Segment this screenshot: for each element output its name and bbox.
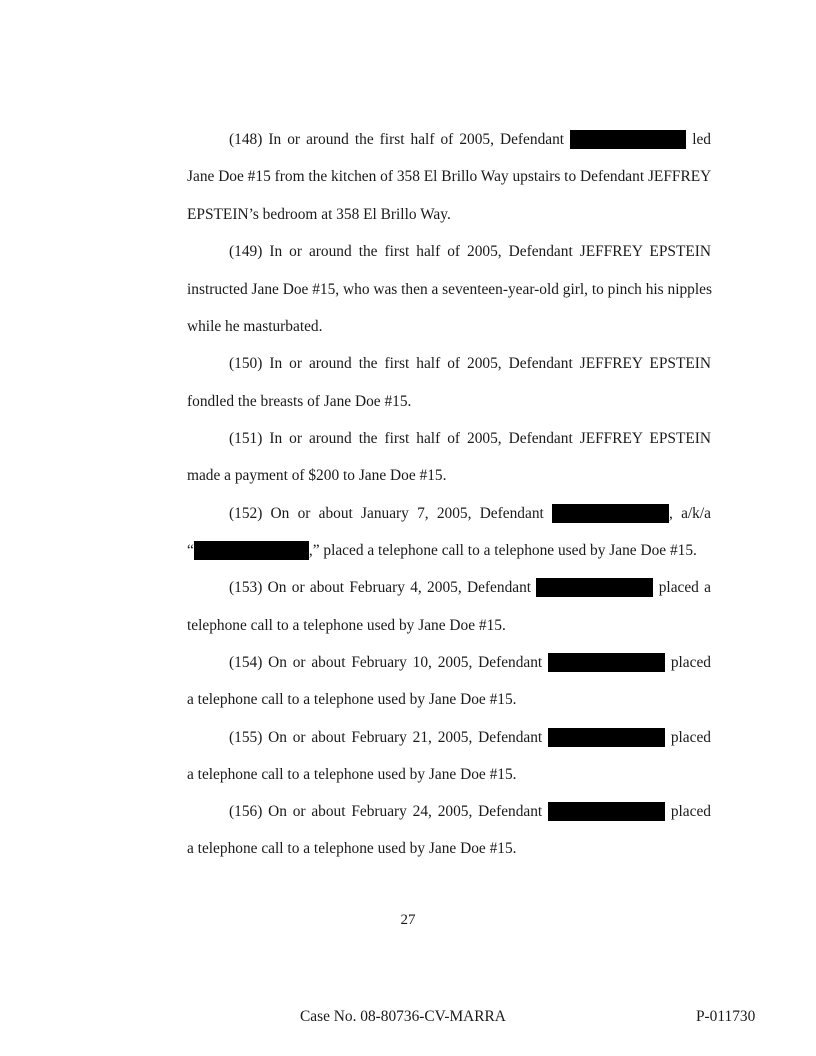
para-151-line-1: (151) In or around the first half of 2005, Defendant JEFFREY EPSTEIN	[229, 430, 711, 447]
para-155-line-2: a telephone call to a telephone used by Jane Doe #15.	[187, 766, 517, 783]
para-151-line-2: made a payment of $200 to Jane Doe #15.	[187, 467, 447, 484]
para-149-line-2: instructed Jane Doe #15, who was then a seventeen-year-old girl, to pinch his nipples	[187, 281, 712, 298]
para-148-line-1: (148) In or around the first half of 2005, Defendant led	[229, 131, 711, 148]
para-149-line-1: (149) In or around the first half of 2005, Defendant JEFFREY EPSTEIN	[229, 243, 711, 260]
para-154-line-2: a telephone call to a telephone used by Jane Doe #15.	[187, 691, 517, 708]
redaction-box	[548, 728, 665, 747]
page-number: 27	[400, 912, 416, 928]
para-154-line-1: (154) On or about February 10, 2005, Defendant placed	[229, 654, 711, 671]
para-150-line-2: fondled the breasts of Jane Doe #15.	[187, 393, 412, 410]
para-152-line-1: (152) On or about January 7, 2005, Defendant , a/k/a	[229, 505, 711, 522]
para-149-line-3: while he masturbated.	[187, 318, 323, 335]
para-156-line-1: (156) On or about February 24, 2005, Defendant placed	[229, 803, 711, 820]
para-156-line-2: a telephone call to a telephone used by Jane Doe #15.	[187, 840, 517, 857]
para-148-line-2: Jane Doe #15 from the kitchen of 358 El Brillo Way upstairs to Defendant JEFFREY	[187, 168, 712, 185]
redaction-box	[194, 541, 309, 560]
case-number: Case No. 08-80736-CV-MARRA	[300, 1008, 506, 1025]
para-155-line-1: (155) On or about February 21, 2005, Defendant placed	[229, 729, 711, 746]
para-153-line-2: telephone call to a telephone used by Jane Doe #15.	[187, 617, 506, 634]
para-148-line-3: EPSTEIN’s bedroom at 358 El Brillo Way.	[187, 206, 451, 223]
redaction-box	[570, 130, 686, 149]
para-153-line-1: (153) On or about February 4, 2005, Defendant placed a	[229, 579, 712, 596]
para-150-line-1: (150) In or around the first half of 2005, Defendant JEFFREY EPSTEIN	[229, 355, 711, 372]
para-152-line-2: “ ,” placed a telephone call to a telephone used by Jane Doe #15.	[187, 542, 697, 559]
redaction-box	[536, 578, 653, 597]
redaction-box	[548, 802, 665, 821]
bates-number: P-011730	[696, 1008, 756, 1025]
redaction-box	[548, 653, 665, 672]
redaction-box	[552, 504, 669, 523]
